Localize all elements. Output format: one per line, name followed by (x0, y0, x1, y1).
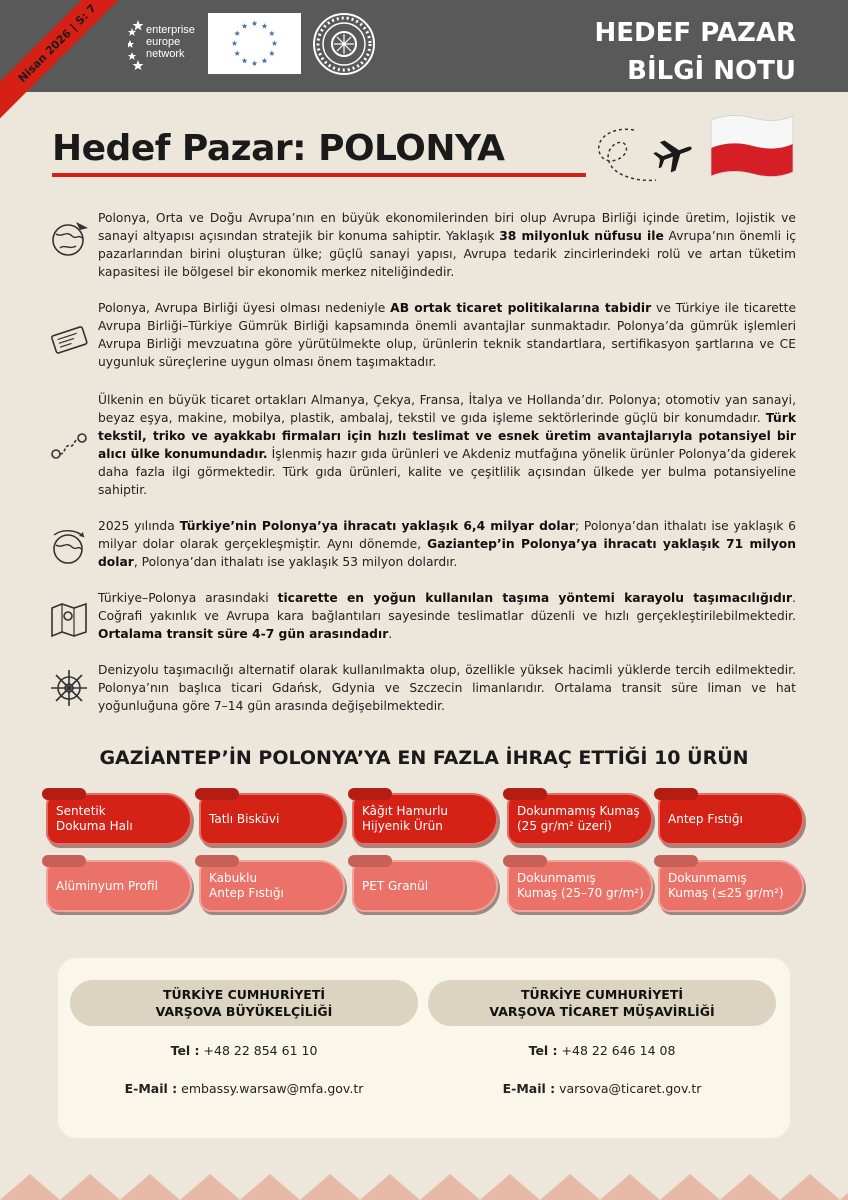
product-tag (658, 860, 804, 912)
paragraph-text: Türkiye–Polonya arasındaki (98, 591, 278, 605)
eu-stars-icon (208, 13, 301, 74)
product-tag-label (668, 812, 743, 827)
product-tag (46, 860, 192, 912)
product-tag (352, 860, 498, 912)
product-tag-label (209, 812, 279, 827)
een-stars-icon (128, 20, 148, 70)
contact-heading-line: VARŞOVA BÜYÜKELÇİLİĞİ (155, 1004, 333, 1019)
paragraph-text: , Polonya’dan ithalatı ise yaklaşık 53 milyon dolardır. (133, 555, 458, 569)
een-logo-line: network (146, 48, 185, 60)
eu-star (252, 21, 258, 26)
product-tag-line: Dokunmamış Kumaş (517, 804, 640, 818)
kilim-motif (240, 1174, 300, 1200)
product-tag-line: Dokuma Halı (56, 819, 133, 833)
tag-notch (348, 855, 392, 867)
product-tag-label (517, 804, 640, 834)
paragraph-text: ticarette en yoğun kullanılan taşıma yöntemi karayolu taşımacılığıdır (277, 591, 793, 605)
header-bar (0, 0, 848, 92)
contact-commercial-heading (428, 980, 776, 1026)
paragraph-1 (98, 209, 796, 281)
eu-star (272, 41, 278, 46)
contact-commercial-email (428, 1081, 776, 1096)
een-logo-line: europe (146, 36, 181, 48)
tag-notch (195, 855, 239, 867)
kilim-motif (360, 1174, 420, 1200)
product-tag-line: Alüminyum Profil (56, 878, 158, 893)
product-tag-label (362, 804, 448, 834)
tag-notch (503, 788, 547, 800)
product-tag-line: Antep Fıstığı (668, 811, 743, 826)
paragraph-text: Ortalama transit süre 4-7 gün arasındadır (98, 627, 389, 641)
header-title-line: BİLGİ NOTU (627, 56, 796, 86)
een-logo (128, 14, 200, 76)
contact-heading-line: TÜRKİYE CUMHURİYETİ (521, 987, 683, 1002)
eu-star (262, 58, 268, 63)
tag-notch (503, 855, 547, 867)
product-tag-line: Kâğıt Hamurlu (362, 804, 449, 818)
product-tag-label (56, 804, 133, 834)
product-tag-label (362, 879, 428, 894)
product-tag-line: Kabuklu (209, 871, 258, 885)
product-tag (507, 793, 653, 845)
title-underline (52, 173, 586, 177)
product-tag-line: (25 gr/m² üzeri) (517, 819, 612, 833)
paragraph-6 (98, 661, 796, 715)
product-tag-line: Antep Fıstığı (209, 886, 284, 900)
eu-star (252, 61, 258, 66)
contact-commercial-tel (428, 1043, 776, 1058)
kilim-motif (420, 1174, 480, 1200)
eu-star (232, 41, 238, 46)
email-address[interactable]: varsova@ticaret.gov.tr (559, 1081, 702, 1096)
kilim-motif (180, 1174, 240, 1200)
paragraph-text: . (388, 627, 393, 641)
kilim-motif (780, 1174, 840, 1200)
product-tag (507, 860, 653, 912)
paragraph-3 (98, 391, 796, 499)
paragraph-text: Polonya, Orta ve Doğu Avrupa’nın en büyük ekonomilerinden biri olup Avrupa Birliği içinde üretim, lojistik ve sanayi altyapısı açısından stratejik bir konuma sahiptir. Yaklaşık (98, 211, 796, 243)
tag-notch (654, 788, 698, 800)
tag-notch (42, 855, 86, 867)
contact-embassy-email (70, 1081, 418, 1096)
issue-ribbon (0, 0, 130, 130)
paragraph-text: 38 milyonluk nüfusu ile (499, 229, 664, 243)
contact-box (58, 958, 790, 1138)
kilim-motif (0, 1174, 60, 1200)
header-title (595, 14, 796, 90)
email-label: E-Mail : (502, 1081, 556, 1096)
contact-heading-line: TÜRKİYE CUMHURİYETİ (163, 987, 325, 1002)
tag-notch (348, 788, 392, 800)
poland-flag-icon (707, 112, 797, 180)
kilim-motif (600, 1174, 660, 1200)
paragraph-5 (98, 589, 796, 643)
products-section-title: GAZİANTEP’İN POLONYA’YA EN FAZLA İHRAÇ ETTİĞİ 10 ÜRÜN (99, 747, 749, 769)
kilim-motif (60, 1174, 120, 1200)
paragraph-text: ve Türkiye ile ticarette Avrupa Birliği–Türkiye Gümrük Birliği kapsamında önemli avantajlar sunmaktadır. Polonya’da gümrük işlemleri Avrupa Birliği mevzuatına göre yürütülmekte olup, ürünlerin teknik standartlara, sertifikasyon şartlarına ve CE uygunluk süreçlerine uygun olması önem taşımaktadır. (98, 301, 797, 369)
eu-star (234, 51, 240, 56)
email-address[interactable]: embassy.warsaw@mfa.gov.tr (181, 1081, 364, 1096)
eu-star (242, 58, 248, 63)
tag-notch (42, 788, 86, 800)
product-tag (46, 793, 192, 845)
kilim-motif (660, 1174, 720, 1200)
paragraph-text: Denizyolu taşımacılığı alternatif olarak kullanılmakta olup, özellikle yüksek hacimli yüklerde tercih edilmektedir. Polonya’nın başlıca ticari Gdańsk, Gdynia ve Szczecin limanlarıdır. Ortalama transit süre liman ve hat yoğunluğuna göre 7–14 gün arasında değişebilmektedir. (98, 663, 796, 713)
kilim-motif (540, 1174, 600, 1200)
eu-star (242, 23, 248, 28)
product-tag-line: Sentetik (56, 804, 106, 818)
tel-number: +48 22 646 14 08 (561, 1043, 676, 1058)
product-tag-label (209, 871, 284, 901)
product-tag (199, 860, 345, 912)
email-label: E-Mail : (124, 1081, 178, 1096)
customs-ticket-icon (48, 318, 90, 360)
chamber-seal-logo (312, 12, 376, 76)
product-tag-line: Hijyenik Ürün (362, 819, 443, 833)
paragraph-text: AB ortak ticaret politikalarına tabidir (390, 301, 652, 315)
product-tag-line: Kumaş (≤25 gr/m²) (668, 886, 784, 900)
tag-notch (195, 788, 239, 800)
paragraph-text: Gaziantep’in Polonya’ya ihracatı yaklaşık 71 milyon dolar (98, 537, 796, 569)
tel-number: +48 22 854 61 10 (203, 1043, 318, 1058)
contact-embassy-heading (70, 980, 418, 1026)
kilim-motif (300, 1174, 360, 1200)
product-tag-label (668, 871, 784, 901)
paragraph-text: . Coğrafi yakınlık ve Avrupa kara bağlantıları sayesinde teslimatlar düzenli ve hızlı gerçekleştirilebilmektedir. (98, 591, 796, 623)
header-title-line: HEDEF PAZAR (594, 18, 796, 48)
paragraph-text: 2025 yılında (98, 519, 180, 533)
map-pin-icon (48, 598, 90, 640)
paragraph-text: Ülkenin en büyük ticaret ortakları Almanya, Çekya, Fransa, İtalya ve Hollanda’dır. Polonya; otomotiv yan sanayi, beyaz eşya, makine, mobilya, plastik, ambalaj, tekstil ve gıda işleme sektörlerinde güçlü bir konumdadır. (98, 393, 796, 425)
bottom-kilim-pattern (0, 1168, 848, 1200)
page-title: Hedef Pazar: POLONYA (52, 128, 505, 169)
paragraph-text: Polonya, Avrupa Birliği üyesi olması nedeniyle (98, 301, 391, 315)
product-tag-line: Kumaş (25–70 gr/m²) (517, 886, 644, 900)
contact-embassy-tel (70, 1043, 418, 1058)
eu-star (269, 31, 275, 36)
product-tag-label (56, 879, 158, 894)
product-tag-line: PET Granül (362, 878, 429, 893)
eu-star (262, 23, 268, 28)
tel-label: Tel : (170, 1043, 200, 1058)
tel-label: Tel : (528, 1043, 558, 1058)
paragraph-4 (98, 517, 796, 571)
paragraph-text: İşlenmiş hazır gıda ürünleri ve Akdeniz mutfağına yönelik ürünler Polonya’da giderek daha fazla ilgi görmektedir. Türk gıda ürünleri, kalite ve çeşitlilik açısından ülkede yer bulma potansiyeline sahiptir. (98, 447, 796, 497)
paragraph-text: ; Polonya’dan ithalatı ise yaklaşık 6 milyar dolar olarak gerçekleşmiştir. Aynı dönemde, (98, 519, 796, 551)
eu-flag-logo (208, 13, 301, 74)
kilim-motif (480, 1174, 540, 1200)
issue-ribbon-text: Nisan 2026 | S: 7 (0, 0, 130, 119)
kilim-motif (720, 1174, 780, 1200)
eu-star (234, 31, 240, 36)
flight-path-icon (590, 118, 700, 188)
ship-wheel-icon (48, 667, 90, 709)
product-tag (352, 793, 498, 845)
een-logo-line: enterprise (146, 24, 195, 36)
product-tag-line: Dokunmamış (668, 871, 747, 885)
eu-star (269, 51, 275, 56)
contact-heading-line: VARŞOVA TİCARET MÜŞAVİRLİĞİ (489, 1004, 715, 1019)
paragraph-2 (98, 299, 796, 371)
route-icon (48, 426, 90, 468)
product-tag-label (517, 871, 644, 901)
product-tag-line: Tatlı Bisküvi (209, 811, 280, 826)
product-tag-line: Dokunmamış (517, 871, 596, 885)
product-tag (199, 793, 345, 845)
globe-trade-icon (48, 527, 90, 569)
paragraph-text: Türkiye’nin Polonya’ya ihracatı yaklaşık 6,4 milyar dolar (179, 519, 575, 533)
kilim-motif (840, 1174, 848, 1200)
paragraph-text: Türk tekstil, triko ve ayakkabı firmaları için hızlı teslimat ve esnek üretim avantajlarıyla potansiyel bir alıcı ülke konumundadır. (98, 411, 796, 461)
paragraph-text: Avrupa’nın önemli iç pazarlarından birini oluşturan ülke; güçlü sanayi yapısı, Avrupa tedarik zincirlerindeki rolü ve artan tüketim kapasitesi ile bölgesel bir ekonomik merkez niteliğindedir. (98, 229, 796, 279)
product-tag (658, 793, 804, 845)
kilim-motif (120, 1174, 180, 1200)
tag-notch (654, 855, 698, 867)
globe-plane-icon (48, 218, 90, 260)
